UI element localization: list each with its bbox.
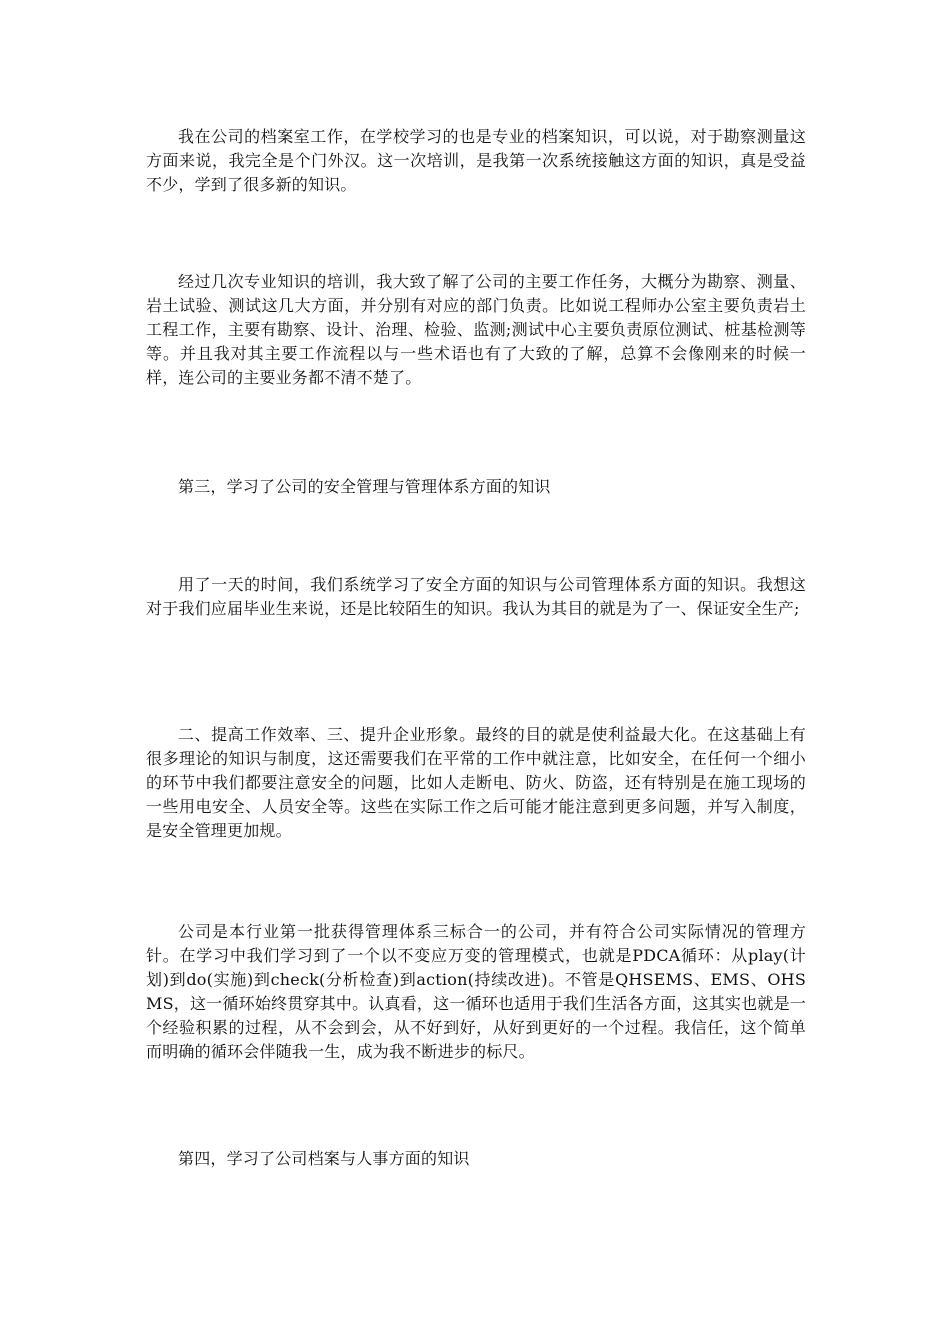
section-heading-safety: 第三，学习了公司的安全管理与管理体系方面的知识: [178, 477, 551, 496]
paragraph-safety-goals: 二、提高工作效率、三、提升企业形象。最终的目的就是使利益最大化。在这基础上有很多理论的知识与制度，这还需要我们在平常的工作中就注意，比如安全，在任何一个细小的环节中我们都要注意安全的问题，比如人走断电、防火、防盗，还有特别是在施工现场的一些用电安全、人员安全等。这些在实际工作之后可能才能注意到更多问题，并写入制度，是安全管理更加规。: [146, 725, 806, 840]
paragraph-pdca-cycle: 公司是本行业第一批获得管理体系三标合一的公司，并有符合公司实际情况的管理方针。在学习中我们学习到了一个以不变应万变的管理模式，也就是PDCA循环：从play(计划)到do(实施)到check(分析检查)到action(持续改进)。不管是QHSEMS、EMS、OHSMS，这一循环始终贯穿其中。认真看，这一循环也适用于我们生活各方面，这其实也就是一个经验积累的过程，从不会到会，从不好到好，从好到更好的一个过程。我信任，这个简单而明确的循环会伴随我一生，成为我不断进步的标尺。: [146, 922, 806, 1061]
paragraph-company-tasks: 经过几次专业知识的培训，我大致了解了公司的主要工作任务，大概分为勘察、测量、岩土试验、测试这几大方面，并分别有对应的部门负责。比如说工程师办公室主要负责岩土工程工作，主要有勘察、设计、治理、检验、监测;测试中心主要负责原位测试、桩基检测等等。并且我对其主要工作流程以与一些术语也有了大致的了解，总算不会像刚来的时候一样，连公司的主要业务都不清不楚了。: [146, 272, 806, 387]
section-heading-archives: 第四，学习了公司档案与人事方面的知识: [178, 1149, 470, 1168]
paragraph-safety-study: 用了一天的时间，我们系统学习了安全方面的知识与公司管理体系方面的知识。我想这对于我们应届毕业生来说，还是比较陌生的知识。我认为其目的就是为了一、保证安全生产;: [146, 575, 806, 618]
paragraph-archive-intro: 我在公司的档案室工作，在学校学习的也是专业的档案知识，可以说，对于勘察测量这方面来说，我完全是个门外汉。这一次培训，是我第一次系统接触这方面的知识，真是受益不少，学到了很多新的知识。: [146, 127, 806, 194]
